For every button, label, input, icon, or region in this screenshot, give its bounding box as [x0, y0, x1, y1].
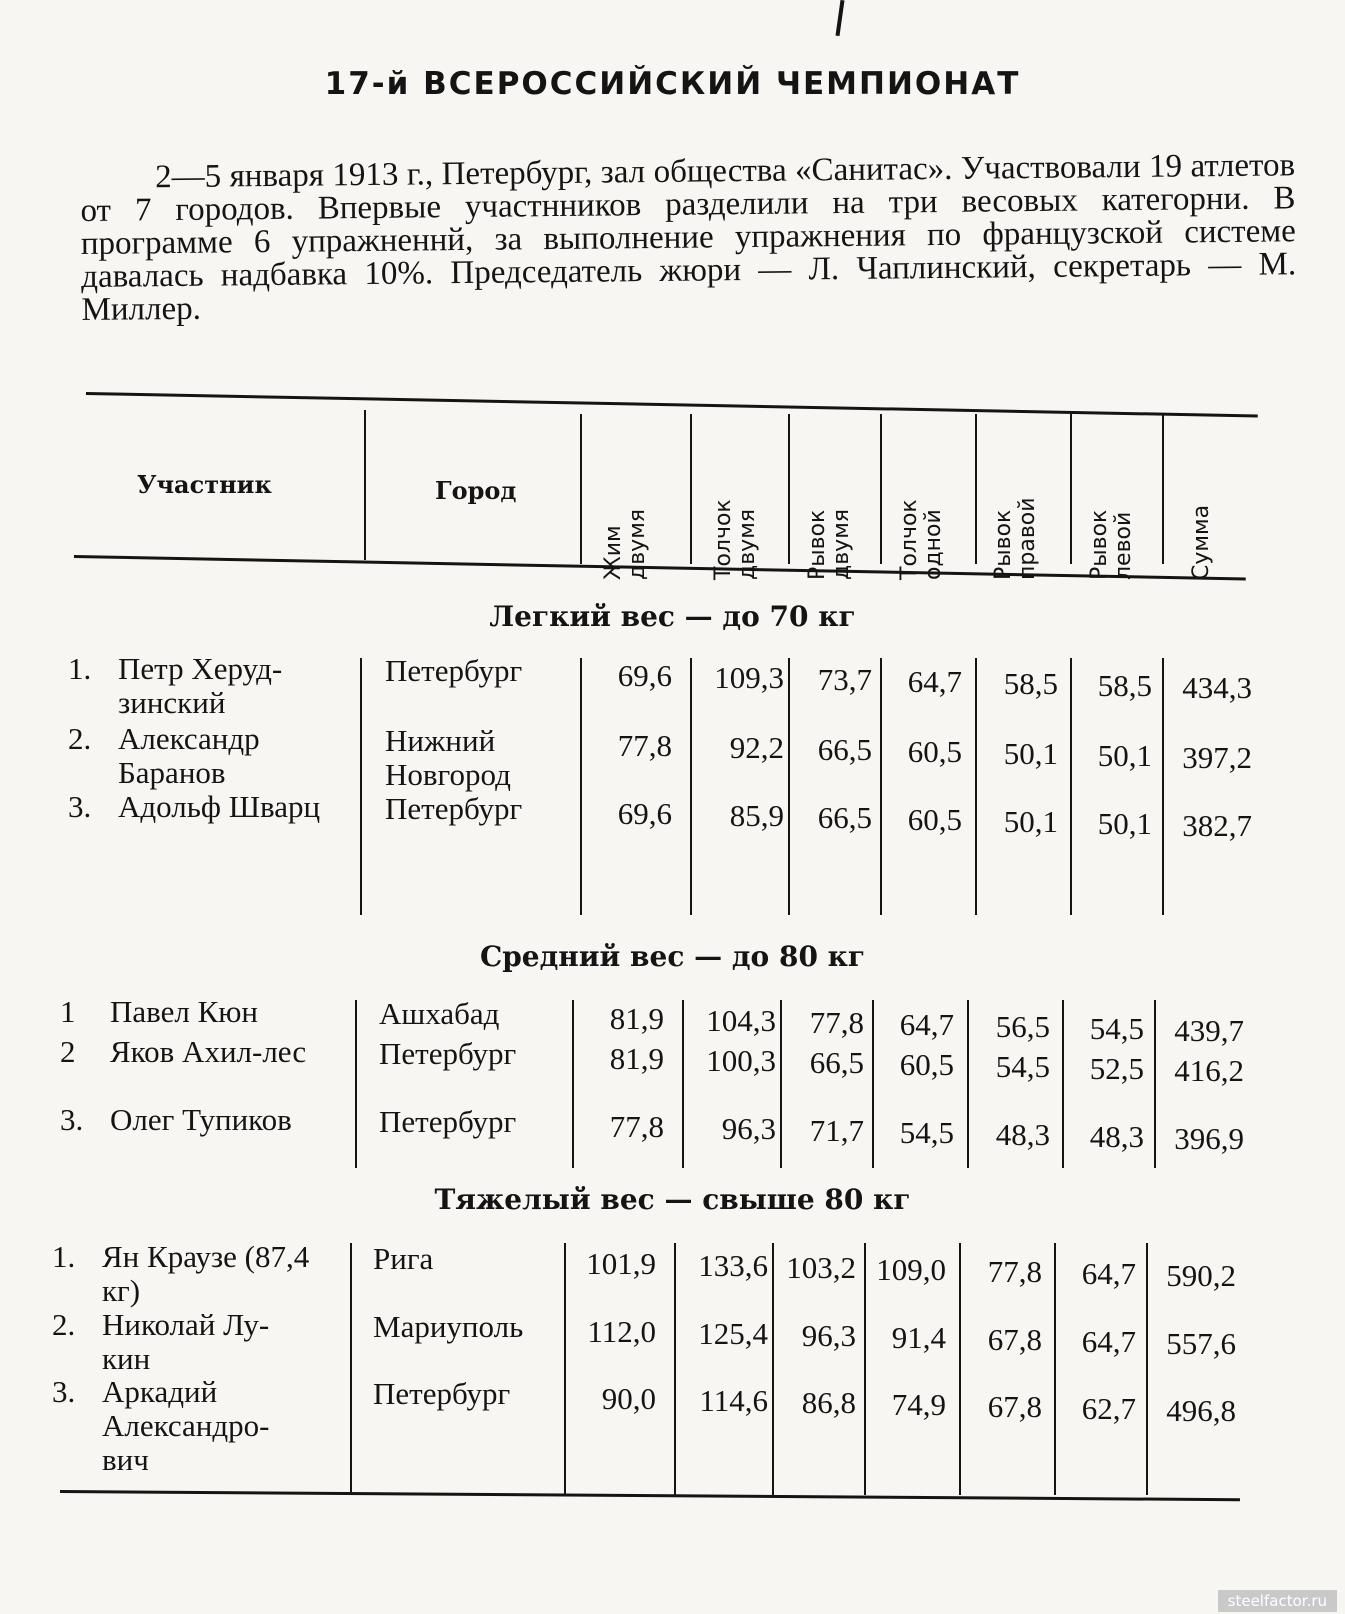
result-value: 103,2 — [786, 1250, 856, 1285]
result-value: 434,3 — [1182, 670, 1252, 705]
result-value: 101,9 — [586, 1246, 656, 1281]
column-header-4: Толчок одной — [897, 499, 946, 580]
result-value: 109,3 — [714, 660, 784, 695]
result-value: 58,5 — [1003, 666, 1058, 701]
result-value: 67,8 — [987, 1322, 1042, 1357]
result-value: 66,5 — [817, 800, 872, 835]
result-value: 77,8 — [987, 1254, 1042, 1289]
athlete-name: Петр Херуд-зинский — [118, 651, 283, 720]
result-value: 77,8 — [609, 1109, 664, 1144]
result-value: 104,3 — [706, 1003, 776, 1038]
result-value: 81,9 — [609, 1041, 664, 1076]
athlete-city: Петербург — [373, 1376, 511, 1411]
place-number: 3. — [60, 1102, 84, 1137]
result-value: 60,5 — [907, 734, 962, 769]
result-value: 50,1 — [1097, 806, 1152, 841]
result-value: 66,5 — [809, 1045, 864, 1080]
result-value: 416,2 — [1174, 1053, 1244, 1088]
result-value: 64,7 — [907, 664, 962, 699]
column-divider — [690, 658, 692, 915]
column-divider — [975, 658, 977, 915]
result-value: 92,2 — [729, 730, 784, 765]
athlete-name: Яков Ахил-лес — [110, 1034, 307, 1069]
result-value: 67,8 — [987, 1389, 1042, 1424]
athlete-name: Александр Баранов — [118, 721, 260, 790]
result-value: 50,1 — [1097, 738, 1152, 773]
watermark: steelfactor.ru — [1218, 1590, 1337, 1612]
column-divider — [355, 1000, 357, 1168]
column-divider — [682, 1000, 684, 1168]
place-number: 1. — [68, 651, 92, 686]
section-title: Средний вес — до 80 кг — [479, 940, 866, 973]
athlete-city: Рига — [373, 1241, 434, 1276]
athlete-city: Мариуполь — [373, 1309, 524, 1344]
result-value: 77,8 — [809, 1005, 864, 1040]
column-divider — [674, 1243, 676, 1495]
athlete-city: Петербург — [379, 1036, 517, 1071]
result-value: 60,5 — [907, 802, 962, 837]
athlete-city: Нижний Новгород — [385, 723, 511, 792]
result-value: 54,5 — [1089, 1011, 1144, 1046]
header-divider — [690, 414, 692, 564]
place-number: 2. — [68, 721, 92, 756]
result-value: 109,0 — [876, 1252, 946, 1287]
column-divider — [1162, 658, 1164, 915]
result-value: 114,6 — [699, 1383, 768, 1418]
column-divider — [967, 1000, 969, 1168]
column-divider — [580, 658, 582, 915]
header-divider — [364, 410, 366, 560]
column-divider — [880, 658, 882, 915]
result-value: 77,8 — [617, 728, 672, 763]
column-divider — [1054, 1243, 1056, 1495]
result-value: 382,7 — [1182, 808, 1252, 843]
section-title: Легкий вес — до 70 кг — [489, 600, 856, 633]
column-divider — [1146, 1243, 1148, 1495]
result-value: 48,3 — [1089, 1119, 1144, 1154]
intro-text: 2—5 января 1913 г., Петербург, зал общества «Санитас». Участвовали 19 атлетов от 7 городов. Впервые участнников разделили на три весовых категорни. В программе 6 упражненнй, за выполнение упражнения по французской системе давалась надбавка 10%. Председатель жюри — Л. Чаплинский, секретарь — М. Миллер. — [80, 147, 1297, 328]
header-divider — [1162, 414, 1164, 564]
result-value: 496,8 — [1166, 1393, 1236, 1428]
athlete-city: Ашхабад — [379, 996, 500, 1031]
place-number: 3. — [52, 1374, 76, 1409]
header-divider — [788, 414, 790, 564]
result-value: 64,7 — [899, 1007, 954, 1042]
column-divider — [360, 658, 362, 915]
place-number: 2. — [52, 1307, 76, 1342]
column-divider — [872, 1000, 874, 1168]
intro-paragraph — [80, 149, 1297, 327]
result-value: 85,9 — [729, 798, 784, 833]
result-value: 81,9 — [609, 1001, 664, 1036]
result-value: 90,0 — [601, 1381, 656, 1416]
result-value: 69,6 — [617, 658, 672, 693]
result-value: 557,6 — [1166, 1326, 1236, 1361]
header-divider — [580, 414, 582, 564]
result-value: 439,7 — [1174, 1013, 1244, 1048]
header-divider — [1070, 414, 1072, 564]
column-divider — [780, 1000, 782, 1168]
column-divider — [572, 1000, 574, 1168]
column-divider — [350, 1243, 352, 1495]
result-value: 125,4 — [698, 1316, 768, 1351]
header-athlete: Участник — [137, 470, 272, 499]
result-value: 133,6 — [698, 1248, 768, 1283]
result-value: 71,7 — [809, 1113, 864, 1148]
column-divider — [772, 1243, 774, 1495]
page-title: 17-й ВСЕРОССИЙСКИЙ ЧЕМПИОНАТ — [324, 66, 1021, 102]
athlete-city: Петербург — [385, 653, 523, 688]
header-city: Город — [435, 476, 517, 505]
column-header-1: Жим двумя — [601, 508, 650, 580]
column-header-2: Толчок двумя — [711, 499, 760, 580]
result-value: 396,9 — [1174, 1121, 1244, 1156]
result-value: 48,3 — [995, 1117, 1050, 1152]
scan-mark — [836, 0, 845, 36]
column-divider — [959, 1243, 961, 1495]
header-divider — [880, 414, 882, 564]
result-value: 50,1 — [1003, 804, 1058, 839]
result-value: 100,3 — [706, 1043, 776, 1078]
athlete-name: Адольф Шварц — [118, 789, 321, 824]
athlete-name: Николай Лу-кин — [102, 1307, 270, 1376]
result-value: 74,9 — [891, 1387, 946, 1422]
athlete-name: Павел Кюн — [110, 994, 259, 1029]
result-value: 96,3 — [801, 1318, 856, 1353]
column-header-7: Сумма — [1189, 504, 1214, 580]
athlete-city: Петербург — [385, 791, 523, 826]
result-value: 58,5 — [1097, 668, 1152, 703]
column-divider — [788, 658, 790, 915]
result-value: 56,5 — [995, 1009, 1050, 1044]
result-value: 52,5 — [1089, 1051, 1144, 1086]
place-number: 3. — [68, 789, 92, 824]
athlete-name: Ян Краузе (87,4 кг) — [102, 1239, 310, 1308]
result-value: 397,2 — [1182, 740, 1252, 775]
section-title: Тяжелый вес — свыше 80 кг — [434, 1183, 911, 1216]
place-number: 1. — [52, 1239, 76, 1274]
result-value: 91,4 — [891, 1320, 946, 1355]
result-value: 69,6 — [617, 796, 672, 831]
athlete-name: Аркадий Александро-вич — [102, 1374, 270, 1477]
result-value: 66,5 — [817, 732, 872, 767]
athlete-city: Петербург — [379, 1104, 517, 1139]
column-divider — [864, 1243, 866, 1495]
column-header-6: Рывок левой — [1087, 509, 1136, 580]
result-value: 62,7 — [1081, 1391, 1136, 1426]
place-number: 2 — [60, 1034, 76, 1069]
column-divider — [1062, 1000, 1064, 1168]
table-top-rule — [86, 392, 1258, 417]
column-divider — [564, 1243, 566, 1495]
header-divider — [975, 414, 977, 564]
result-value: 50,1 — [1003, 736, 1058, 771]
result-value: 64,7 — [1081, 1324, 1136, 1359]
result-value: 64,7 — [1081, 1256, 1136, 1291]
result-value: 112,0 — [587, 1314, 656, 1349]
column-divider — [1154, 1000, 1156, 1168]
column-divider — [1070, 658, 1072, 915]
result-value: 54,5 — [899, 1115, 954, 1150]
column-header-3: Рывок двумя — [805, 508, 854, 580]
result-value: 86,8 — [801, 1385, 856, 1420]
result-value: 73,7 — [817, 662, 872, 697]
result-value: 96,3 — [721, 1111, 776, 1146]
result-value: 60,5 — [899, 1047, 954, 1082]
place-number: 1 — [60, 994, 76, 1029]
column-header-5: Рывок правой — [991, 497, 1040, 580]
table-bottom-rule — [60, 1490, 1240, 1501]
result-value: 54,5 — [995, 1049, 1050, 1084]
result-value: 590,2 — [1166, 1258, 1236, 1293]
athlete-name: Олег Тупиков — [110, 1102, 292, 1137]
